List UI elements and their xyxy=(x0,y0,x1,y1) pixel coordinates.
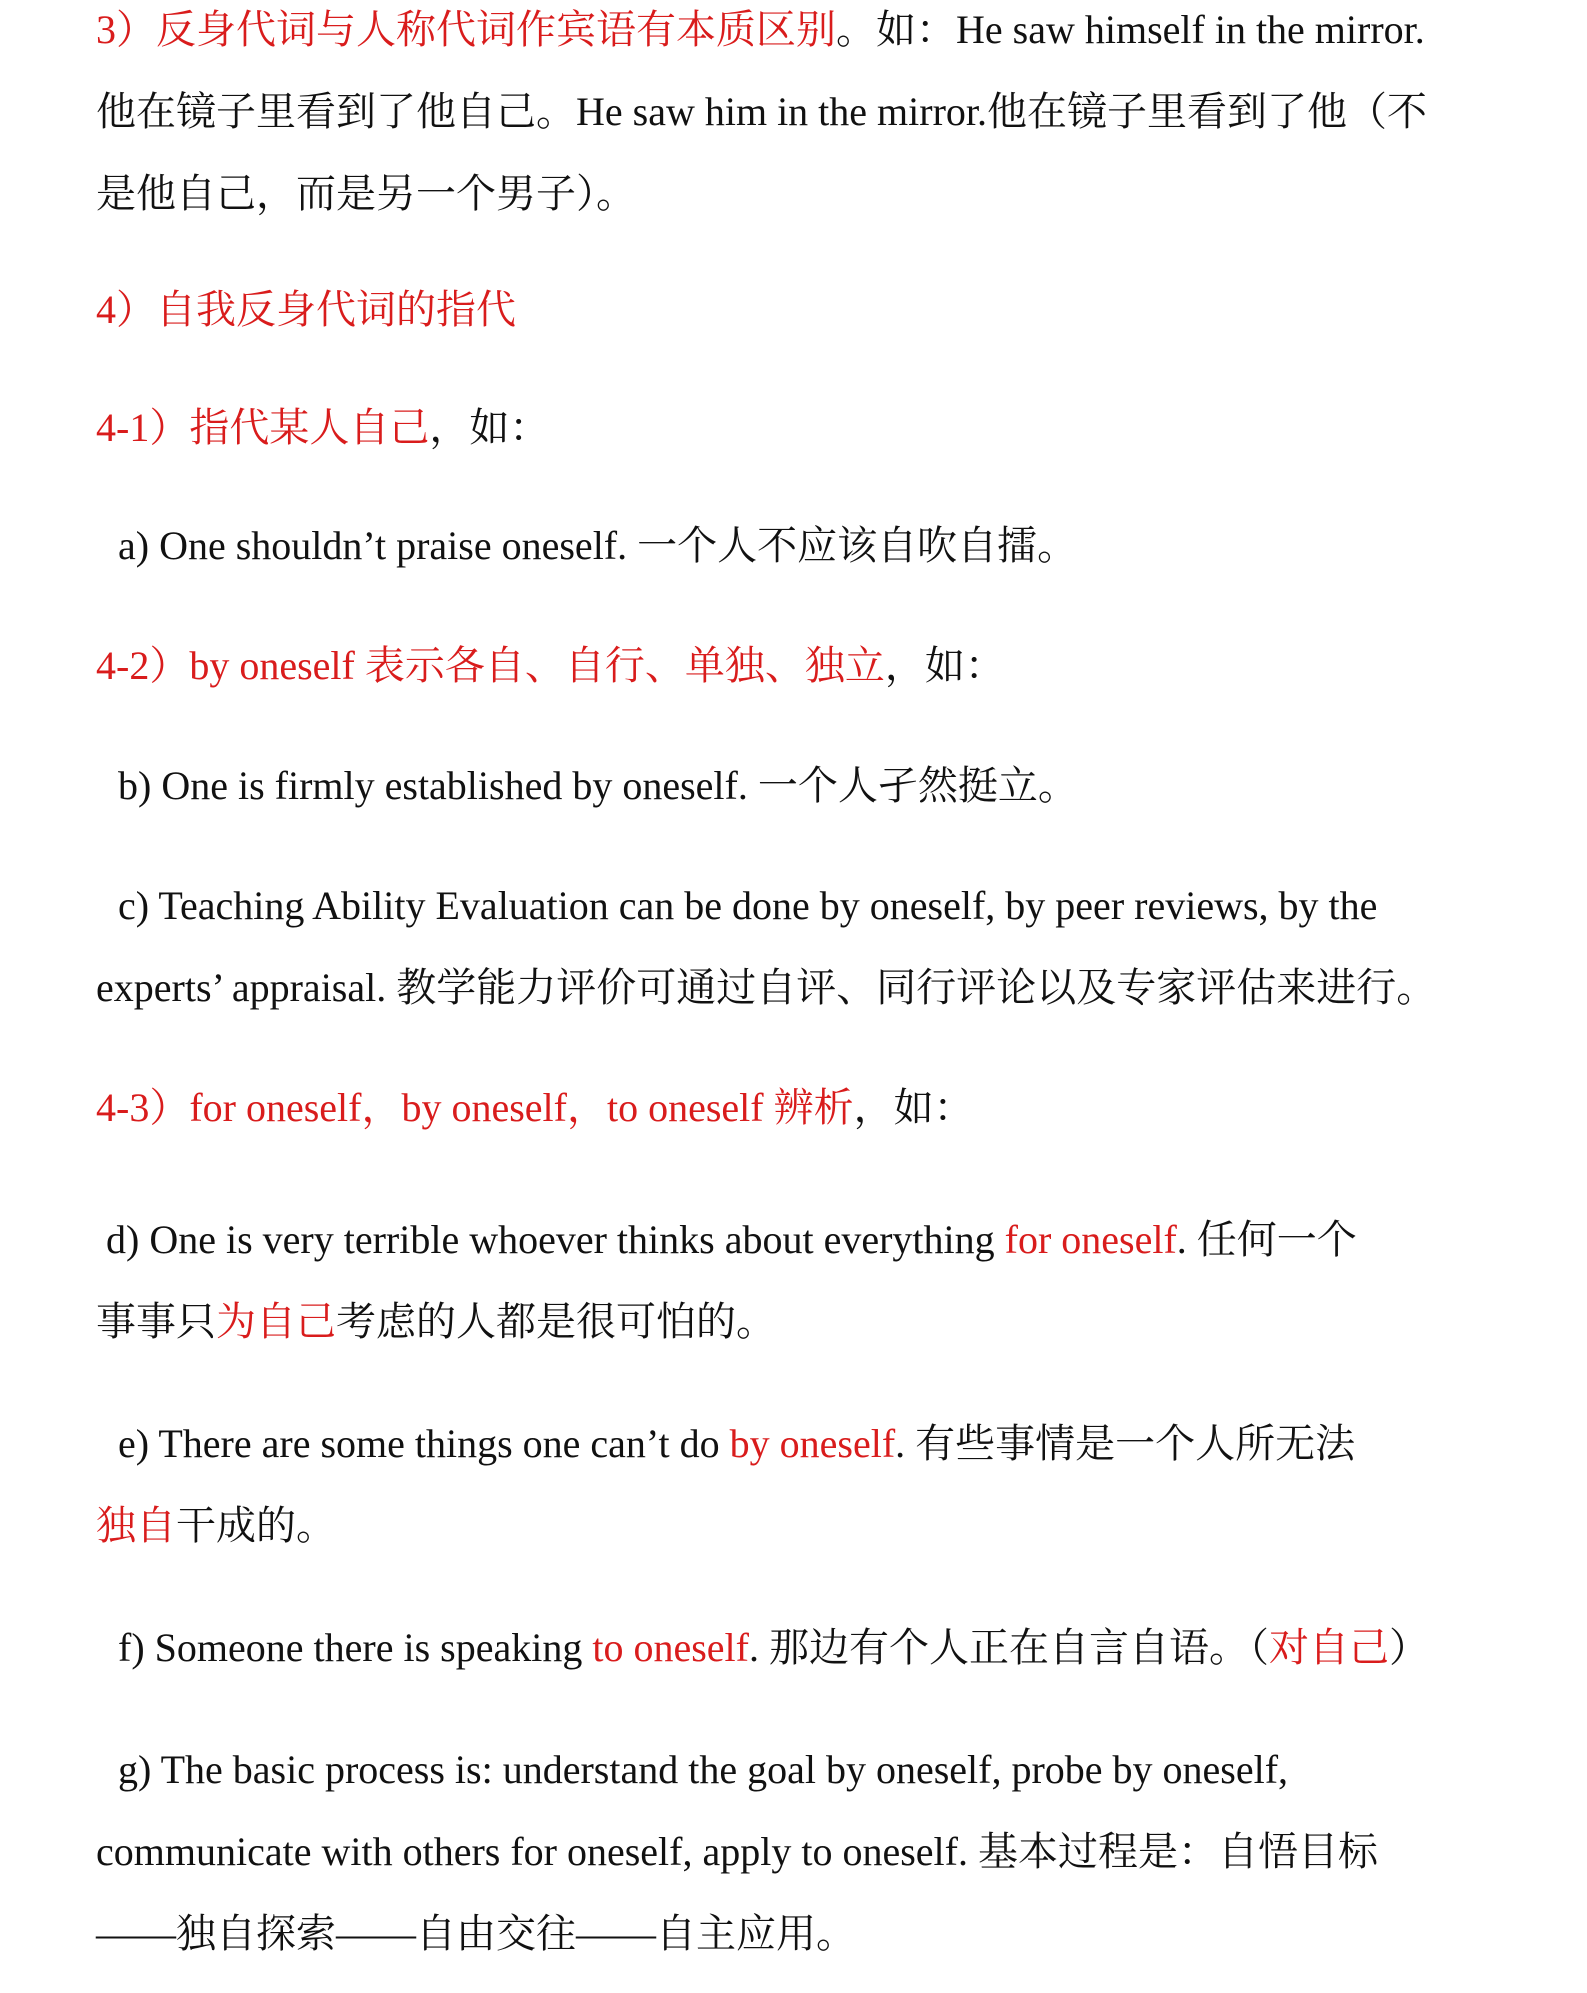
example-f-end: ） xyxy=(1388,1625,1429,1670)
example-d2-post: 考虑的人都是很可怕的。 xyxy=(336,1299,776,1344)
example-e-line1 xyxy=(118,1418,1557,1470)
example-a: a) One shouldn’t praise oneself. 一个人不应该自吹自擂。 xyxy=(118,523,1078,568)
sec42-heading-line xyxy=(96,640,1557,692)
sec41-heading: 4-1）指代某人自己 xyxy=(96,405,430,450)
sec3-example-en: He saw himself in the mirror. xyxy=(956,7,1425,52)
example-d2-highlight: 为自己 xyxy=(216,1299,336,1344)
example-e-pre: e) There are some things one can’t do xyxy=(118,1421,730,1466)
example-f-highlight2: 对自己 xyxy=(1268,1625,1389,1670)
sec41-heading-line xyxy=(96,402,1557,454)
example-e-post: . 有些事情是一个人所无法 xyxy=(895,1421,1356,1466)
sec42-heading: 4-2）by oneself 表示各自、自行、单独、独立 xyxy=(96,643,885,688)
sec4-heading: 4）自我反身代词的指代 xyxy=(96,287,516,332)
sec3-line1 xyxy=(96,4,1557,56)
example-d-highlight: for oneself xyxy=(1004,1217,1177,1262)
example-e2-highlight: 独自 xyxy=(96,1503,176,1548)
sec42-tail: ，如： xyxy=(884,643,1005,688)
sec3-heading: 3）反身代词与人称代词作宾语有本质区别 xyxy=(96,7,836,52)
example-g-line3: ——独自探索——自由交往——自主应用。 xyxy=(96,1911,856,1956)
example-d-post: . 任何一个 xyxy=(1176,1217,1357,1262)
example-d-line1 xyxy=(106,1214,1557,1266)
example-f-highlight: to oneself xyxy=(592,1625,749,1670)
example-f-post: . 那边有个人正在自言自语。（ xyxy=(748,1625,1269,1670)
sec3-separator: 。如： xyxy=(836,7,956,52)
sec3-line2: 他在镜子里看到了他自己。He saw him in the mirror.他在镜子里看到了他（不 xyxy=(96,89,1428,134)
sec3-line3: 是他自己，而是另一个男子）。 xyxy=(96,171,636,216)
example-d-pre: d) One is very terrible whoever thinks about everything xyxy=(106,1217,1005,1262)
example-e-line2 xyxy=(96,1500,1557,1552)
sec41-tail: ，如： xyxy=(429,405,550,450)
sec43-tail: ，如： xyxy=(853,1085,974,1130)
example-g-line1: g) The basic process is: understand the goal by oneself, probe by oneself, xyxy=(118,1747,1289,1792)
sec43-heading-line xyxy=(96,1082,1557,1134)
example-b: b) One is firmly established by oneself. 一个人孑然挺立。 xyxy=(118,763,1078,808)
example-d2-pre: 事事只 xyxy=(96,1299,216,1344)
example-c-line1: c) Teaching Ability Evaluation can be done by oneself, by peer reviews, by the xyxy=(118,883,1378,928)
example-g-line2: communicate with others for oneself, apply to oneself. 基本过程是：自悟目标 xyxy=(96,1829,1378,1874)
example-e-highlight: by oneself xyxy=(729,1421,896,1466)
example-f xyxy=(118,1622,1557,1674)
example-e2-post: 干成的。 xyxy=(176,1503,336,1548)
example-d-line2 xyxy=(96,1296,1557,1348)
sec43-heading: 4-3）for oneself，by oneself，to oneself 辨析 xyxy=(96,1085,854,1130)
example-f-pre: f) Someone there is speaking xyxy=(118,1625,593,1670)
example-c-line2: experts’ appraisal. 教学能力评价可通过自评、同行评论以及专家评估来进行。 xyxy=(96,965,1437,1010)
